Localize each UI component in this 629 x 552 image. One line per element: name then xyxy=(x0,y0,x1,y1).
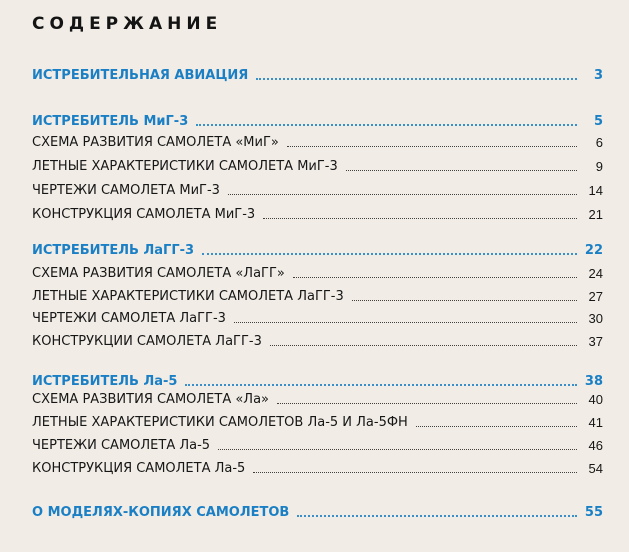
toc-page-number: 24 xyxy=(588,266,603,281)
toc-entry-title: ЧЕРТЕЖИ САМОЛЕТА ЛаГГ-3 xyxy=(32,311,226,326)
toc-page-number: 21 xyxy=(588,207,603,222)
toc-item-la5-drawings[interactable] xyxy=(32,432,603,454)
toc-item-lagg3-flight-characteristics[interactable] xyxy=(32,283,603,305)
toc-page-number: 3 xyxy=(593,68,603,83)
toc-page-number: 9 xyxy=(595,159,603,174)
toc-page-number: 54 xyxy=(588,461,603,476)
dot-leader xyxy=(202,253,577,255)
toc-page-number: 30 xyxy=(588,311,603,326)
toc-entry-title: ЧЕРТЕЖИ САМОЛЕТА Ла-5 xyxy=(32,438,211,453)
toc-entry-title: ИСТРЕБИТЕЛЬ ЛаГГ-3 xyxy=(32,243,195,258)
dot-leader xyxy=(416,426,577,427)
dot-leader xyxy=(297,515,577,517)
toc-section-mig3[interactable] xyxy=(32,108,603,130)
toc-entry-title: КОНСТРУКЦИЯ САМОЛЕТА Ла-5 xyxy=(32,461,246,476)
toc-page-number: 40 xyxy=(588,392,603,407)
dot-leader xyxy=(196,124,577,126)
toc-entry-title: СХЕМА РАЗВИТИЯ САМОЛЕТА «МиГ» xyxy=(32,135,279,150)
toc-item-la-scheme[interactable] xyxy=(32,386,603,408)
toc-entry-title: ЧЕРТЕЖИ САМОЛЕТА МиГ-3 xyxy=(32,183,220,198)
dot-leader xyxy=(234,322,577,323)
toc-page-number: 37 xyxy=(588,334,603,349)
toc-entry-title: ЛЕТНЫЕ ХАРАКТЕРИСТИКИ САМОЛЕТА ЛаГГ-3 xyxy=(32,289,344,304)
toc-entry-title: ИСТРЕБИТЕЛЬНАЯ АВИАЦИЯ xyxy=(32,68,249,83)
dot-leader xyxy=(253,472,577,473)
toc-item-la5-construction[interactable] xyxy=(32,455,603,477)
toc-page-number: 6 xyxy=(595,135,603,150)
dot-leader xyxy=(270,345,577,346)
dot-leader xyxy=(218,449,577,450)
toc-page-number: 46 xyxy=(588,438,603,453)
page-title: СОДЕРЖАНИЕ xyxy=(32,14,223,34)
toc-item-mig3-drawings[interactable] xyxy=(32,177,603,199)
toc-item-lagg3-construction[interactable] xyxy=(32,328,603,350)
toc-item-mig3-flight-characteristics[interactable] xyxy=(32,153,603,175)
toc-page-number: 41 xyxy=(588,415,603,430)
dot-leader xyxy=(277,403,577,404)
dot-leader xyxy=(293,277,577,278)
toc-page-number: 27 xyxy=(588,289,603,304)
toc-entry-title: ЛЕТНЫЕ ХАРАКТЕРИСТИКИ САМОЛЕТА МиГ-3 xyxy=(32,159,338,174)
toc-page-number: 38 xyxy=(584,374,603,389)
toc-item-lagg-scheme[interactable] xyxy=(32,260,603,282)
toc-item-la5-flight-characteristics[interactable] xyxy=(32,409,603,431)
toc-page-number: 22 xyxy=(584,243,603,258)
toc-entry-title: СХЕМА РАЗВИТИЯ САМОЛЕТА «Ла» xyxy=(32,392,270,407)
toc-page-number: 55 xyxy=(584,505,603,520)
toc-section-scale-models[interactable] xyxy=(32,499,603,521)
toc-entry-title: ИСТРЕБИТЕЛЬ МиГ-3 xyxy=(32,114,189,129)
toc-page-number: 14 xyxy=(588,183,603,198)
toc-item-mig-scheme[interactable] xyxy=(32,129,603,151)
toc-entry-title: О МОДЕЛЯХ-КОПИЯХ САМОЛЕТОВ xyxy=(32,505,290,520)
dot-leader xyxy=(346,170,577,171)
toc-entry-title: ЛЕТНЫЕ ХАРАКТЕРИСТИКИ САМОЛЕТОВ Ла-5 И Ла-5ФН xyxy=(32,415,408,430)
dot-leader xyxy=(228,194,577,195)
dot-leader xyxy=(352,300,577,301)
toc-page-number: 5 xyxy=(593,114,603,129)
toc-entry-title: СХЕМА РАЗВИТИЯ САМОЛЕТА «ЛаГГ» xyxy=(32,266,285,281)
dot-leader xyxy=(263,218,577,219)
toc-item-lagg3-drawings[interactable] xyxy=(32,305,603,327)
toc-section-fighter-aviation[interactable] xyxy=(32,62,603,84)
dot-leader xyxy=(287,146,577,147)
dot-leader xyxy=(256,78,577,80)
toc-entry-title: КОНСТРУКЦИЯ САМОЛЕТА МиГ-3 xyxy=(32,207,256,222)
toc-entry-title: ИСТРЕБИТЕЛЬ Ла-5 xyxy=(32,374,178,389)
toc-entry-title: КОНСТРУКЦИИ САМОЛЕТА ЛаГГ-3 xyxy=(32,334,262,349)
toc-item-mig3-construction[interactable] xyxy=(32,201,603,223)
toc-section-lagg3[interactable] xyxy=(32,237,603,259)
